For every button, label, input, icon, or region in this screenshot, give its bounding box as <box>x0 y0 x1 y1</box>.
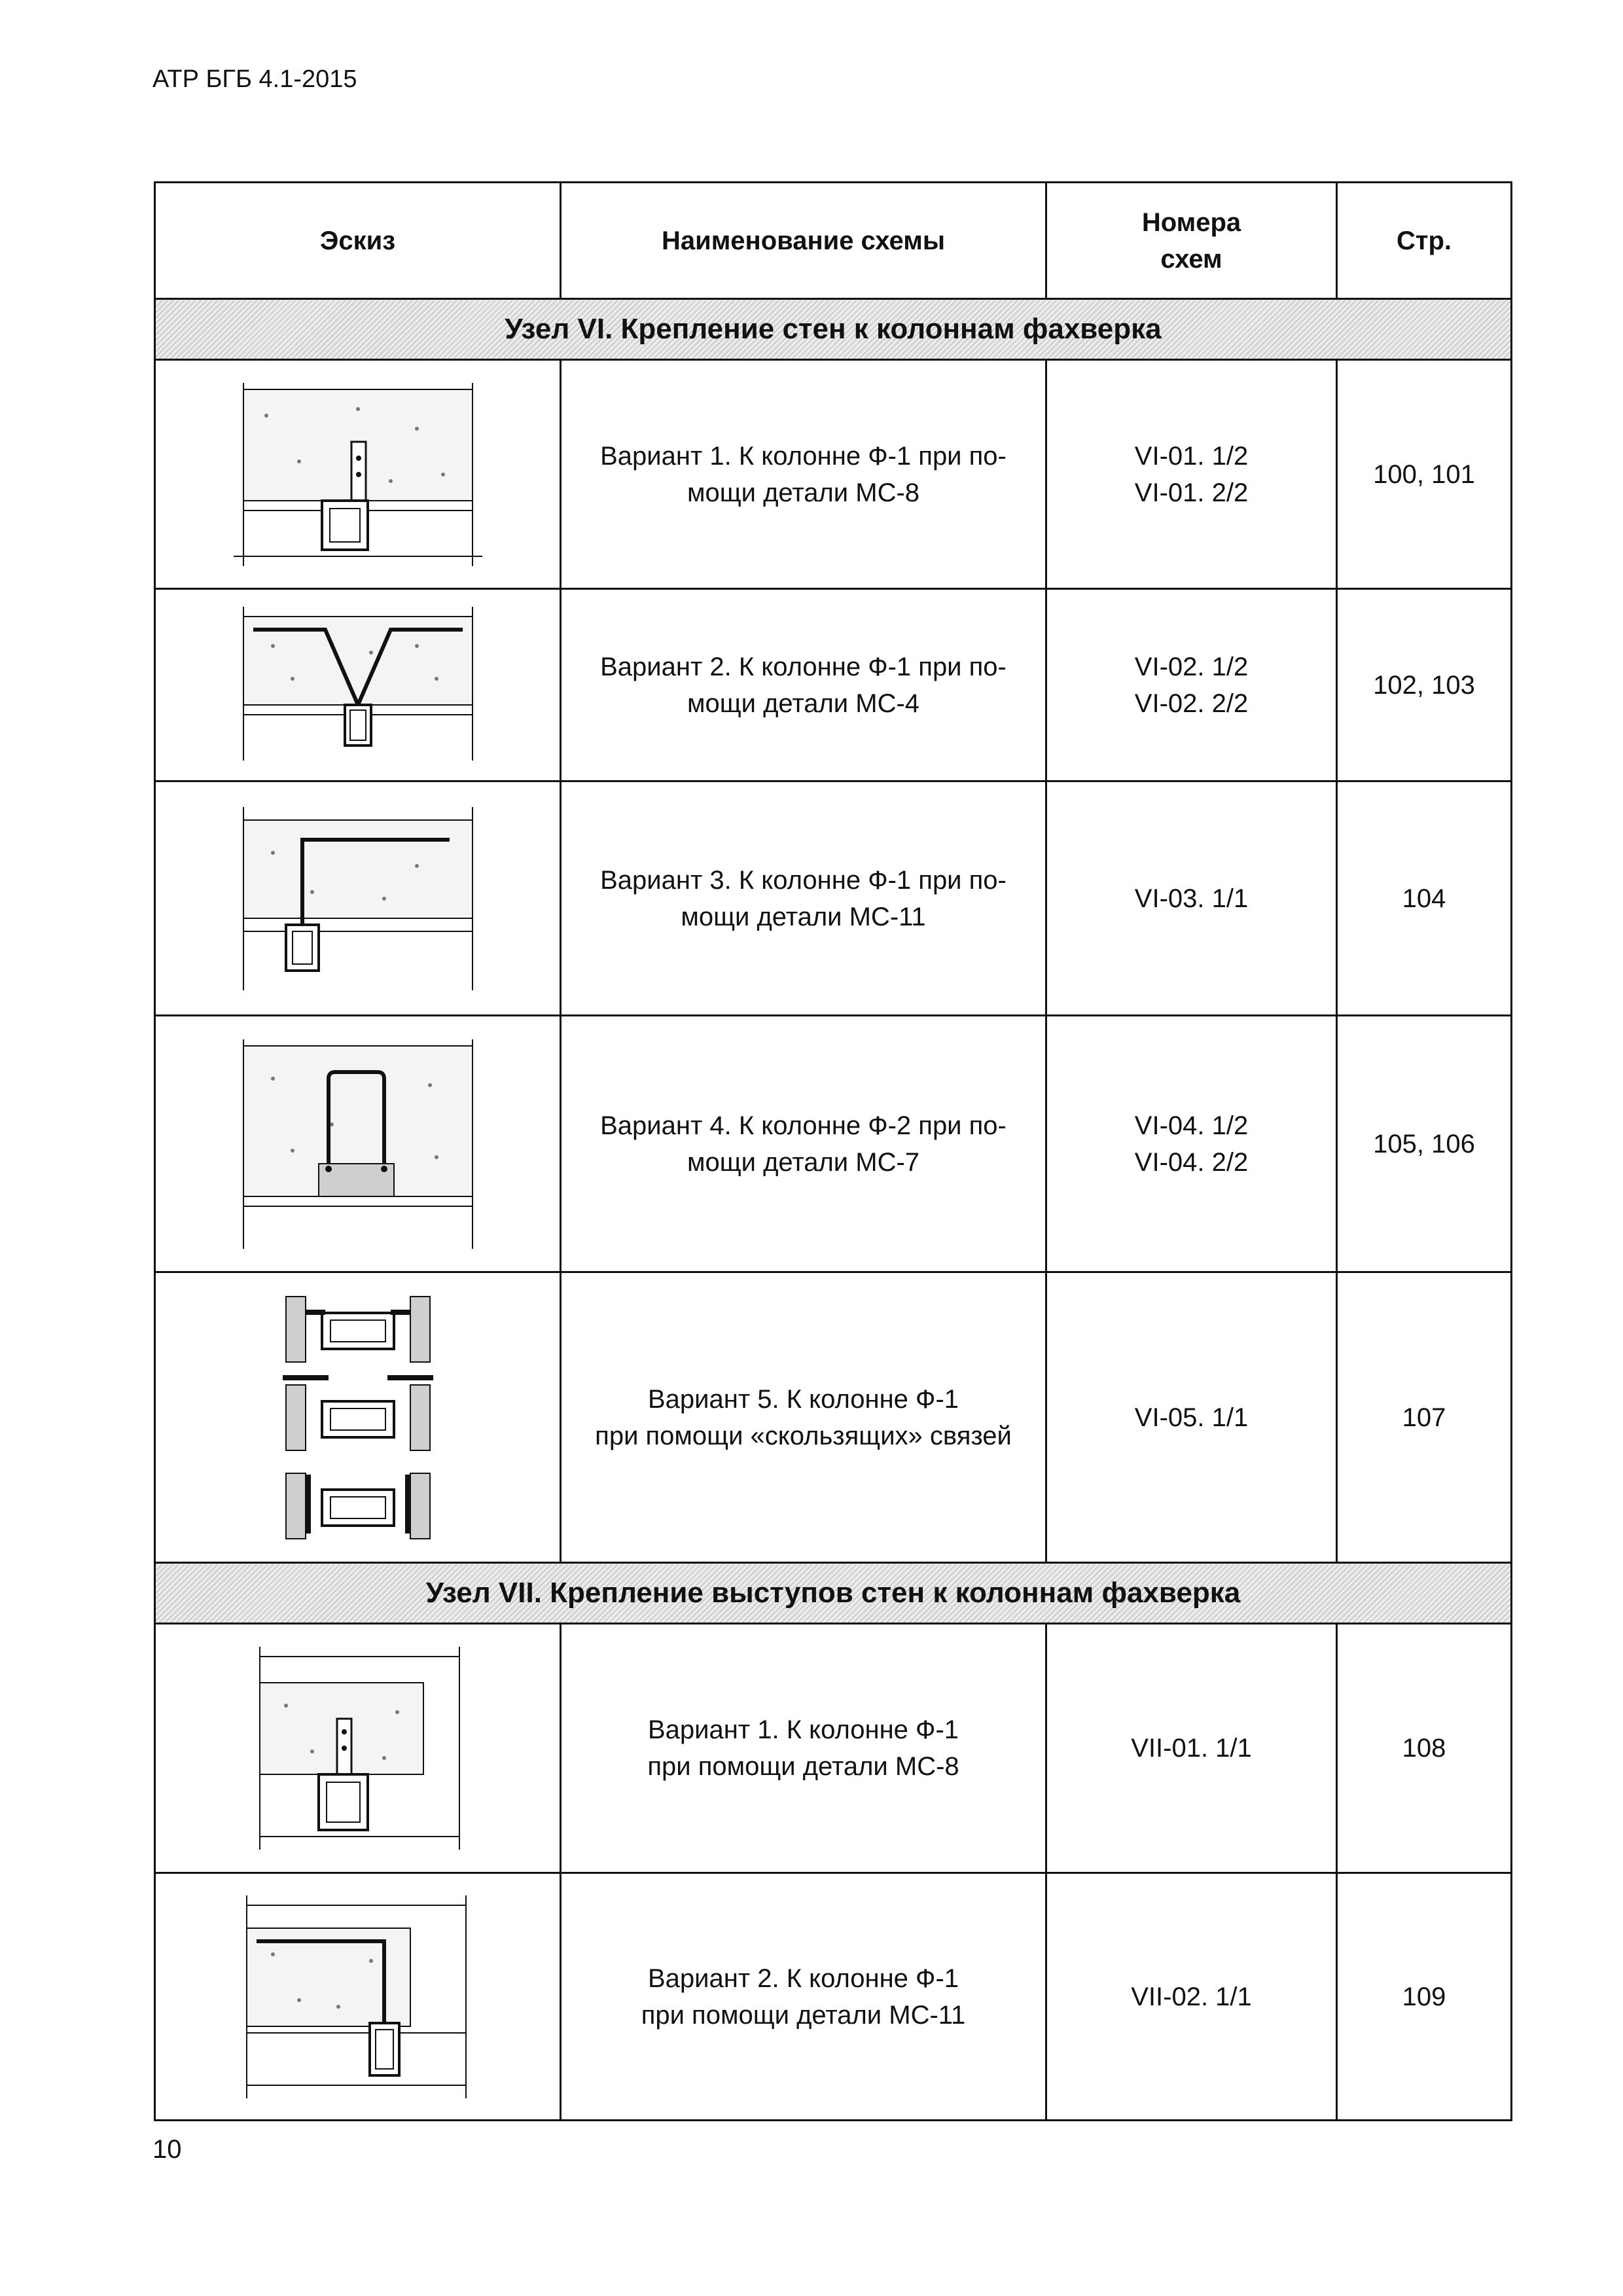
scheme-numbers: VI-03. 1/1 <box>1046 781 1337 1016</box>
sketch-cell <box>155 1624 561 1873</box>
wall-projection-ms8-icon <box>221 1634 495 1863</box>
table-row <box>155 589 1512 781</box>
page-numbers: 105, 106 <box>1337 1016 1512 1272</box>
column-header-sketch: Эскиз <box>155 183 561 299</box>
scheme-name: Вариант 3. К колонне Ф-1 при по- мощи детали МС-11 <box>561 781 1046 1016</box>
column-header-scheme-numbers: Номера схем <box>1046 183 1337 299</box>
wall-column-ms8-icon <box>221 370 495 579</box>
sketch-cell <box>155 781 561 1016</box>
section-title: Узел VII. Крепление выступов стен к колоннам фахверка <box>155 1563 1512 1624</box>
scheme-name: Вариант 5. К колонне Ф-1 при помощи «скользящих» связей <box>561 1272 1046 1563</box>
table-row <box>155 360 1512 589</box>
sketch-cell <box>155 589 561 781</box>
scheme-name: Вариант 4. К колонне Ф-2 при по- мощи детали МС-7 <box>561 1016 1046 1272</box>
column-header-page: Стр. <box>1337 183 1512 299</box>
page-numbers: 109 <box>1337 1873 1512 2121</box>
page-numbers: 102, 103 <box>1337 589 1512 781</box>
page-numbers: 108 <box>1337 1624 1512 1873</box>
section-header-row <box>155 1563 1512 1624</box>
page-number: 10 <box>152 2135 182 2164</box>
scheme-numbers: VII-02. 1/1 <box>1046 1873 1337 2121</box>
page-numbers: 107 <box>1337 1272 1512 1563</box>
sketch-cell <box>155 360 561 589</box>
scheme-name: Вариант 1. К колонне Ф-1 при по- мощи детали МС-8 <box>561 360 1046 589</box>
table-row <box>155 1272 1512 1563</box>
scheme-numbers: VI-02. 1/2 VI-02. 2/2 <box>1046 589 1337 781</box>
table-row <box>155 1873 1512 2121</box>
page-numbers: 100, 101 <box>1337 360 1512 589</box>
scheme-name: Вариант 2. К колонне Ф-1 при по- мощи детали МС-4 <box>561 589 1046 781</box>
table-row <box>155 1624 1512 1873</box>
wall-column-ms7-icon <box>221 1026 495 1262</box>
table-header-row <box>155 183 1512 299</box>
scheme-name: Вариант 2. К колонне Ф-1 при помощи детали МС-11 <box>561 1873 1046 2121</box>
document-code: АТР БГБ 4.1-2015 <box>152 65 357 93</box>
page-numbers: 104 <box>1337 781 1512 1016</box>
section-title: Узел VI. Крепление стен к колоннам фахверка <box>155 299 1512 360</box>
scheme-numbers: VI-05. 1/1 <box>1046 1272 1337 1563</box>
section-header-row <box>155 299 1512 360</box>
sketch-cell <box>155 1873 561 2121</box>
scheme-numbers: VI-04. 1/2 VI-04. 2/2 <box>1046 1016 1337 1272</box>
scheme-numbers: VII-01. 1/1 <box>1046 1624 1337 1873</box>
column-header-scheme-name: Наименование схемы <box>561 183 1046 299</box>
wall-column-ms11-icon <box>221 794 495 1003</box>
schemes-index-table <box>154 181 1512 2121</box>
sketch-cell <box>155 1272 561 1563</box>
table-row <box>155 1016 1512 1272</box>
wall-projection-ms11-icon <box>221 1882 495 2111</box>
scheme-name: Вариант 1. К колонне Ф-1 при помощи детали МС-8 <box>561 1624 1046 1873</box>
table-row <box>155 781 1512 1016</box>
sketch-cell <box>155 1016 561 1272</box>
scheme-numbers: VI-01. 1/2 VI-01. 2/2 <box>1046 360 1337 589</box>
wall-column-ms4-icon <box>221 600 495 770</box>
sliding-ties-icon <box>273 1283 443 1552</box>
